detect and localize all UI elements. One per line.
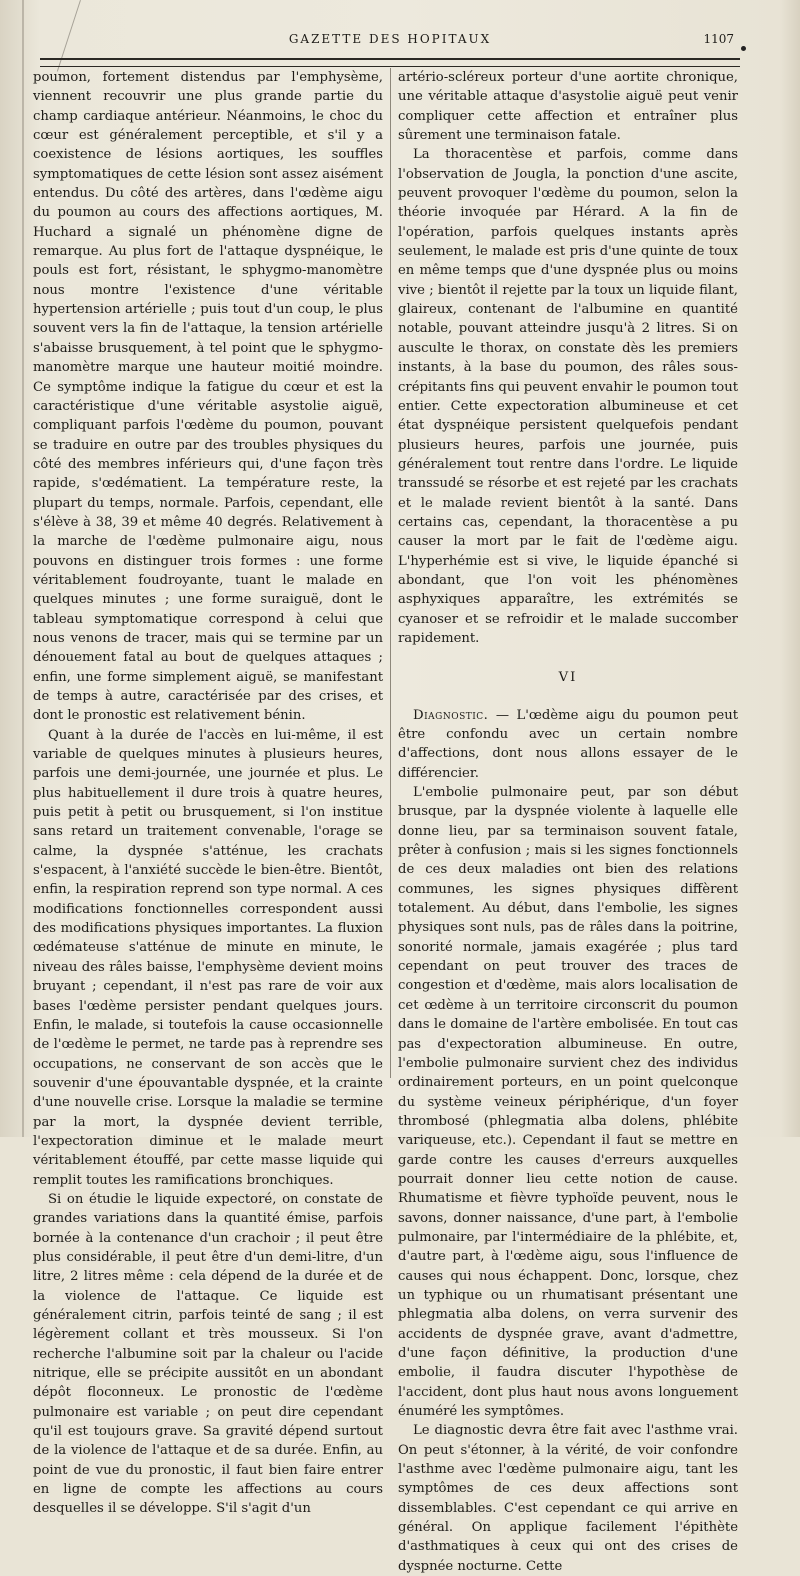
page-number: 1107 (703, 32, 734, 46)
section-number: VI (558, 670, 578, 686)
ink-dot (741, 46, 746, 51)
column-divider (390, 68, 391, 1078)
diagnostic-label: Diagnostic. (413, 707, 489, 723)
paragraph: L'embolie pulmonaire peut, par son début brusque, par la dyspnée violente à laquelle elle donne lieu, par sa terminaison souvent fatale, prêter à confusion ; mais si les signes fonctionnels de ces deux maladies ont bien des relations communes, les signes physiques diffèrent totalement. Au début, dans l'embolie, les signes physiques sont nuls, pas de râles dans la poitrine, sonorité normale, jamais exagérée ; plus tard cependant on peut trouver des traces de congestion et d'œdème, mais alors localisation de cet œdème à un territoire circonscrit du poumon dans le domaine de l'artère embolisée. En tout cas pas d'expectoration albumineuse. En outre, l'embolie pulmonaire survient chez des individus ordinairement porteurs, en un point quelconque du système veineux périphérique, d'un foyer thrombosé (phlegmatia alba dolens, phlébite variqueuse, etc.). Cependant il faut se mettre en garde contre les causes d'erreurs auxquelles pourrait donner lieu cette notion de cause. Rhumatisme et fièvre typhoïde peuvent, nous le savons, donner naissance, d'une part, à l'embolie pulmonaire, par l'intermédiaire de la phlébite, et, d'autre part, à l'œdème aigu, sous l'influence de causes qui nous échappent. Donc, lorsque, chez un typhique ou un rhumatisant présentant une phlegmatia alba dolens, on verra survenir des accidents de dyspnée grave, avant d'admettre, d'une façon définitive, la production d'une embolie, il faudra discuter l'hypothèse de l'accident, dont plus haut nous avons longuement énuméré les symptômes. (398, 785, 738, 1420)
paragraph: La thoracentèse et parfois, comme dans l'observation de Jougla, la ponction d'une ascite, peuvent provoquer l'œdème du poumon, selon la théorie invoquée par Hérard. A la fin de l'opération, parfois quelques instants après seulement, le malade est pris d'une quinte de toux en même temps que d'une dyspnée plus ou moins vive ; bientôt il rejette par la toux un liquide filant, glaireux, contenant de l'albumine en quantité notable, pouvant atteindre jusqu'à 2 litres. Si on ausculte le thorax, on constate dès les premiers instants, à la base du poumon, des râles sous-crépitants fins qui peuvent envahir le poumon tout entier. Cette expectoration albumineuse et cet état dyspnéique persistent quelquefois pendant plusieurs heures, parfois une journée, puis généralement tout rentre dans l'ordre. Le liquide transsudé se résorbe et est rejeté par les crachats et le malade revient bientôt à la santé. Dans certains cas, cependant, la thoracentèse a pu causer la mort par le fait de l'œdème aigu. L'hyperhémie est si vive, le liquide épanché si abondant, que l'on voit les phénomènes asphyxiques apparaître, les extrémités se cyanoser et se refroidir et le malade succomber rapidement. (398, 147, 738, 646)
diagnostic-paragraph (398, 706, 738, 783)
paragraph: poumon, fortement distendus par l'emphysème, viennent recouvrir une plus grande partie du champ cardiaque antérieur. Néanmoins, le choc du cœur est généralement perceptible, et s'il y a coexistence de lésions aortiques, les souffles symptomatiques de cette lésion sont assez aisément entendus. Du côté des artères, dans l'œdème aigu du poumon au cours des affections aortiques, M. Huchard a signalé un phénomène digne de remarque. Au plus fort de l'attaque dyspnéique, le pouls est fort, résistant, le sphygmo-manomètre nous montre l'existence d'une véritable hypertension artérielle ; puis tout d'un coup, le plus souvent vers la fin de l'attaque, la tension artérielle s'abaisse brusquement, à tel point que le sphygmo-manomètre marque une hauteur moitié moindre. Ce symptôme indique la fatigue du cœur et est la caractéristique d'une véritable asystolie aiguë, compliquant parfois l'œdème du poumon, pouvant se traduire en outre par des troubles physiques du côté des membres inférieurs qui, d'une façon très rapide, s'œdématient. La température reste, la plupart du temps, normale. Parfois, cependant, elle s'élève à 38, 39 et même 40 degrés. Relativement à la marche de l'œdème pulmonaire aigu, nous pouvons en distinguer trois formes : une forme véritablement foudroyante, tuant le malade en quelques minutes ; une forme suraiguë, dont le tableau symptomatique correspond à celui que nous venons de tracer, mais qui se termine par un dénouement fatal au bout de quelques attaques ; enfin, une forme simplement aiguë, se manifestant de temps à autre, caractérisée par des crises, et dont le pronostic est relativement bénin. (33, 70, 383, 724)
diagnostic-text: — L'œdème aigu du poumon peut être confondu avec un certain nombre d'affections, dont nous allons essayer de le différencier. (398, 707, 738, 781)
binding-fold (22, 0, 24, 1137)
paragraph: artério-scléreux porteur d'une aortite chronique, une véritable attaque d'asystolie aiguë peut venir compliquer cette affection et entraîner plus sûrement une terminaison fatale. (398, 70, 738, 144)
paragraph: Quant à la durée de l'accès en lui-même, il est variable de quelques minutes à plusieurs heures, parfois une demi-journée, une journée et plus. Le plus habituellement il dure trois à quatre heures, puis petit à petit ou brusquement, si l'on institue sans retard un traitement convenable, l'orage se calme, la dyspnée s'atténue, les crachats s'espacent, à l'anxiété succède le bien-être. Bientôt, enfin, la respiration reprend son type normal. A ces modifications fonctionnelles correspondent aussi des modifications physiques importantes. La fluxion œdémateuse s'atténue de minute en minute, le niveau des râles baisse, l'emphysème devient moins bruyant ; cependant, il n'est pas rare de voir aux bases l'œdème persister pendant quelques jours. Enfin, le malade, si toutefois la cause occasionnelle de l'œdème le permet, ne tarde pas à reprendre ses occupations, ne conservant de son accès que le souvenir d'une épouvantable dyspnée, et la crainte d'une nouvelle crise. Lorsque la maladie se termine par la mort, la dyspnée devient terrible, l'expectoration diminue et le malade meurt véritablement étouffé, par cette masse liquide qui remplit toutes les ramifications bronchiques. (33, 727, 383, 1188)
left-column (33, 68, 383, 1519)
page-header (40, 30, 740, 52)
right-column (398, 68, 738, 1576)
running-title: GAZETTE DES HOPITAUX (288, 32, 492, 46)
paragraph: Le diagnostic devra être fait avec l'asthme vrai. On peut s'étonner, à la vérité, de voir confondre l'asthme avec l'œdème pulmonaire aigu, tant les symptômes de ces deux affections sont dissemblables. C'est cependant ce qui arrive en général. On applique facilement l'épithète d'asthmatiques à ceux qui ont des crises de dyspnée nocturne. Cette (398, 1423, 738, 1574)
paragraph: Si on étudie le liquide expectoré, on constate de grandes variations dans la quantité émise, parfois bornée à la contenance d'un crachoir ; il peut être plus considérable, il peut être d'un demi-litre, d'un litre, 2 litres même : cela dépend de la durée et de la violence de l'attaque. Ce liquide est généralement citrin, parfois teinté de sang ; il est légèrement collant et très mousseux. Si l'on recherche l'albumine soit par la chaleur ou l'acide nitrique, elle se précipite aussitôt en un abondant dépôt floconneux. Le pronostic de l'œdème pulmonaire est variable ; on peut dire cependant qu'il est toujours grave. Sa gravité dépend surtout de la violence de l'attaque et de sa durée. Enfin, au point de vue du pronostic, il faut bien faire entrer en ligne de compte les affections au cours desquelles il se développe. S'il s'agit d'un (33, 1191, 383, 1517)
header-rule (40, 58, 740, 67)
